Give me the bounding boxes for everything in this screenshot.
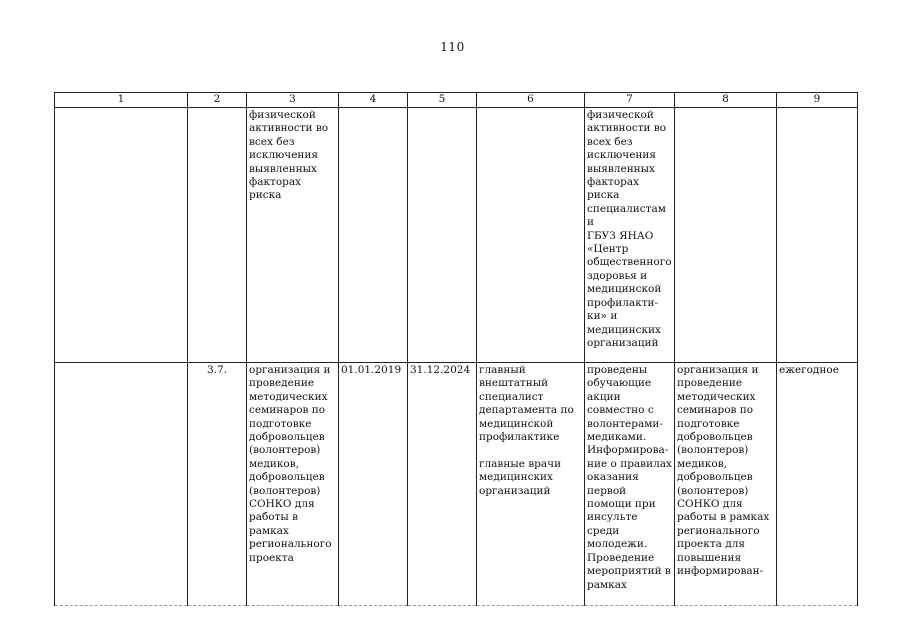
- page-number: 110: [440, 40, 465, 54]
- header-row: [55, 93, 858, 108]
- cell-text: организация и проведение методических семинаров по подготовке добровольцев (волонтеров) медиков, добровольцев (волонтеров) СОНКО для работы в рамках регионального проекта: [249, 364, 332, 564]
- cell-item-group: [55, 363, 188, 606]
- cell-end-date: [408, 363, 477, 606]
- col-header-5: 5: [408, 93, 477, 108]
- cell-start-date: [339, 108, 408, 363]
- cell-description: [675, 363, 777, 606]
- cell-periodicity: [777, 363, 858, 606]
- cell-item-group: [55, 108, 188, 363]
- col-header-6: 6: [477, 93, 585, 108]
- table-row: [55, 108, 858, 363]
- col-header-1: 1: [55, 93, 188, 108]
- cell-text: главный внештатный специалист департамента по медицинской профилактике главные врачи медицинских организаций: [479, 364, 574, 497]
- cell-text: проведены обучающие акции совместно с волонтерами- медиками. Информирова- ние о правилах оказания первой помощи при инсульте среди молодежи. Проведение мероприятий в рамках: [587, 364, 672, 591]
- col-header-7: 7: [585, 93, 675, 108]
- col-header-4: 4: [339, 93, 408, 108]
- cell-result: [585, 108, 675, 363]
- cell-text: физической активности во всех без исключения выявленных факторах риска специалистами ГБУЗ ЯНАО «Центр общественного здоровья и медицинской профилакти- ки» и медицинских организаций: [587, 109, 672, 349]
- table-row: [55, 363, 858, 606]
- cell-text: организация и проведение методических семинаров по подготовке добровольцев (волонтеров) медиков, добровольцев (волонтеров) СОНКО для работы в рамках регионального проекта для повышения информирован-: [677, 364, 770, 578]
- cell-item-number: [188, 108, 247, 363]
- col-header-9: 9: [777, 93, 858, 108]
- cell-item-number: [188, 363, 247, 606]
- cell-text: 31.12.2024: [410, 364, 471, 376]
- cell-activity: [247, 108, 339, 363]
- cell-text: ежегодное: [779, 364, 839, 376]
- cell-activity: [247, 363, 339, 606]
- cell-responsible: [477, 108, 585, 363]
- col-header-8: 8: [675, 93, 777, 108]
- cell-text: 3.7.: [206, 364, 228, 376]
- cell-result: [585, 363, 675, 606]
- cell-description: [675, 108, 777, 363]
- cell-text: физической активности во всех без исключения выявленных факторах риска: [249, 109, 329, 202]
- plan-table: [54, 92, 858, 606]
- cell-periodicity: [777, 108, 858, 363]
- col-header-2: 2: [188, 93, 247, 108]
- cell-responsible: [477, 363, 585, 606]
- cell-end-date: [408, 108, 477, 363]
- cell-start-date: [339, 363, 408, 606]
- cell-text: 01.01.2019: [341, 364, 402, 376]
- col-header-3: 3: [247, 93, 339, 108]
